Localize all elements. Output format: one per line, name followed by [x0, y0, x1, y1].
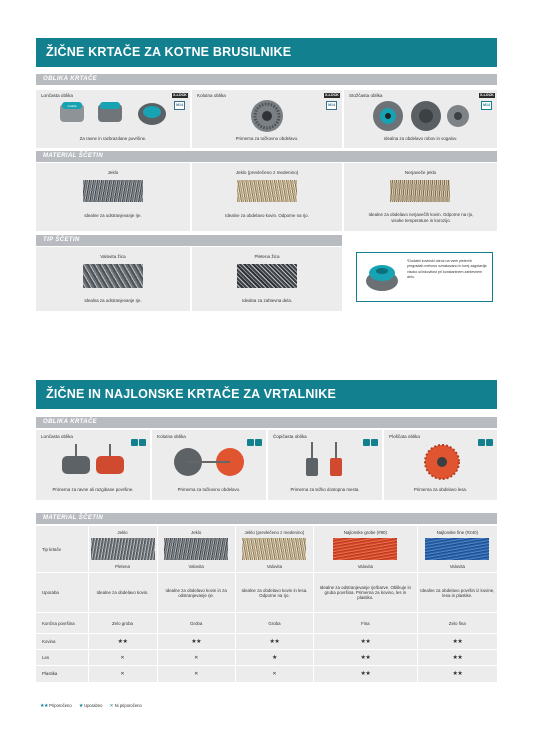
material-caption: Idealne za obdelavo nerjavečih kovin. Odporne na rjo, visoke temperature in korozijo.: [368, 212, 474, 223]
table-cell: Groba: [235, 613, 313, 634]
drill-disc-brushes: [170, 444, 250, 480]
table-cell: Groba: [157, 613, 235, 634]
drill-shape-disc: [152, 430, 266, 500]
shape-name: Kolutna oblika: [197, 93, 226, 98]
rating-stars: ★★: [313, 666, 417, 682]
end-brush-icon: [306, 442, 318, 476]
table-cell: Idealne za obdelavo površin iz kovine, lesa in plastike.: [417, 573, 497, 613]
note-text: *Dodatni kovinski obroč na vseh pletenih pregradah mehovo oznakovano in torej zagotavlja visoko učinkovitost pri konstantnem zahtevnem delu.: [407, 259, 487, 280]
material-caption: Idealne za obdelavo kovin. Odporne na rjo.: [225, 213, 309, 218]
type-panel-twisted: [192, 247, 342, 311]
rating-cross: ✕: [157, 650, 235, 666]
drill-shape-flat: [384, 430, 497, 500]
steel-twisted-sample: [91, 538, 155, 560]
shape-caption: Primerna za obdelavo lesa.: [413, 487, 468, 492]
shape-caption: Idealna za obdelavo robov in vogalov.: [383, 136, 458, 141]
table-cell: Idealne za obdelavo kovin in lesa. Odporne na rjo.: [235, 573, 313, 613]
table-cell: [235, 526, 313, 573]
material-caption: Idealne za odstranjevanje rje.: [84, 213, 142, 218]
table-row-finish: [36, 613, 497, 634]
brush-type: Pletena: [115, 563, 130, 569]
shape-caption: Za ravne in razbrazdane površine.: [79, 136, 147, 141]
legend-text: Uporabno: [84, 703, 103, 708]
steel-wavy-sample: [164, 538, 228, 560]
material-panel-inox: [344, 163, 497, 231]
rating-stars: ★★: [417, 650, 497, 666]
shank-icons: [131, 433, 147, 440]
row-label: Uporaba: [36, 573, 88, 613]
table-row-type: [36, 526, 497, 573]
rating-stars: ★★: [313, 650, 417, 666]
disc-brush-icon: [174, 448, 210, 476]
inox-bristle-sample: [390, 180, 450, 202]
rating-cross: ✕: [88, 650, 157, 666]
rating-stars: ★★: [417, 666, 497, 682]
column-header: Najlonske fine (#240): [436, 529, 479, 535]
brush-type: Valovita: [266, 563, 283, 569]
type-header: TIP ŠČETIN: [36, 235, 342, 246]
brass-bristle-sample: [237, 180, 297, 202]
legend-text: Ni priporočeno: [114, 703, 142, 708]
disc-brush-icon: [247, 99, 287, 133]
row-label: Plastika: [36, 666, 88, 682]
m14-badge: M14: [481, 101, 492, 110]
material-header-2: MATERIAL ŠČETIN: [36, 513, 497, 524]
xlock-logo: X-LOCK: [173, 93, 187, 97]
m14-badge: M14: [326, 101, 337, 110]
cone-brush-images: [370, 99, 470, 133]
cup-brush-images: [56, 100, 168, 128]
table-cell: Fina: [313, 613, 417, 634]
type-panel-wavy: [36, 247, 190, 311]
steel-bristle-sample: [83, 180, 143, 202]
cone-brush-icon: [447, 105, 469, 127]
wavy-wire-sample: [83, 264, 143, 288]
rating-stars: ★★: [235, 634, 313, 650]
shape-name: Ploščata oblika: [389, 434, 420, 439]
type-name: Pletena žica: [254, 254, 280, 259]
row-label: Kovina: [36, 634, 88, 650]
legend-symbol: ✕: [109, 703, 114, 708]
shape-name: Lončasta oblika: [41, 93, 73, 98]
type-caption: Idealna za odstranjevanje rje.: [84, 298, 142, 303]
rating-stars: ★★: [157, 634, 235, 650]
row-label: Les: [36, 650, 88, 666]
table-cell: Idealne za odstranjevanje rje/barve. Oblikuje in gruba površina. Primerna za kovino, les in plastiko.: [313, 573, 417, 613]
rating-stars: ★★: [417, 634, 497, 650]
rating-stars: ★★: [313, 634, 417, 650]
shape-caption: Primerna za točkovno obdelavo.: [235, 136, 299, 141]
shape-panel-cup: [36, 90, 190, 148]
shank-icons: [247, 433, 263, 440]
rating-stars: ★: [235, 650, 313, 666]
material-name: Jeklo: [107, 170, 119, 175]
brass-wavy-sample: [242, 538, 306, 560]
legend-symbol: ★★: [40, 703, 48, 709]
material-header: MATERIAL ŠČETIN: [36, 151, 497, 162]
shape-panel-cone: [344, 90, 497, 148]
drill-end-brushes: [300, 442, 350, 482]
table-cell: [313, 526, 417, 573]
column-header: Jeklo: [117, 529, 128, 535]
table-row-wood: [36, 650, 497, 666]
drill-cup-brushes: [58, 444, 130, 480]
ring-brush-icon: [363, 259, 401, 295]
legend: [40, 703, 142, 709]
shape-caption: Primerna za točkovno obdelavo.: [177, 487, 241, 492]
rating-cross: ✕: [88, 666, 157, 682]
table-row-metal: [36, 634, 497, 650]
table-row-plastic: [36, 666, 497, 682]
shape-name: Stožčasta oblika: [349, 93, 383, 98]
table-cell: Zelo fina: [417, 613, 497, 634]
cup-brush-icon: [98, 102, 122, 122]
svg-text:makita: makita: [67, 104, 77, 108]
column-header: Jeklo (prevlečeno z medenino): [244, 529, 305, 535]
material-panel-steel: [36, 163, 190, 231]
material-name: Jeklo (prevlečeno z medenino): [235, 170, 299, 175]
cone-brush-icon: [411, 101, 441, 131]
section2-title: ŽIČNE IN NAJLONSKE KRTAČE ZA VRTALNIKE: [36, 380, 497, 409]
section1-title: ŽIČNE KRTAČE ZA KOTNE BRUSILNIKE: [36, 38, 497, 67]
note-box: [356, 252, 493, 302]
material-name: Nerjaveče jeklo: [404, 170, 437, 175]
drill-shape-cup: [36, 430, 150, 500]
material-panel-brass: [192, 163, 342, 231]
nylon-fine-sample: [425, 538, 489, 560]
cup-brush-icon: [96, 444, 124, 474]
brush-type: Valovita: [449, 563, 465, 569]
cup-brush-icon: [138, 103, 166, 125]
brush-type: Valovita: [188, 563, 204, 569]
m14-badge: M14: [174, 101, 185, 110]
drill-shape-end: [268, 430, 382, 500]
nylon-coarse-sample: [333, 538, 397, 560]
shape-panel-disc: [192, 90, 342, 148]
twisted-wire-sample: [237, 264, 297, 288]
shape-name: Lončasta oblika: [41, 434, 73, 439]
shape-name: Kolutna oblika: [157, 434, 186, 439]
shape-header-2: OBLIKA KRTAČE: [36, 417, 497, 428]
legend-symbol: ★: [78, 703, 83, 709]
xlock-logo: X-LOCK: [480, 93, 494, 97]
xlock-logo: X-LOCK: [325, 93, 339, 97]
shape-name: Čopičasta oblika: [273, 434, 307, 439]
cup-brush-icon: [62, 444, 90, 474]
shape-header: OBLIKA KRTAČE: [36, 74, 497, 85]
legend-text: Priporočeno: [49, 703, 72, 708]
column-header: Jeklo: [191, 529, 202, 535]
cup-brush-icon: [60, 102, 84, 122]
shape-caption: Primerna za težko dostopna mesta.: [290, 487, 360, 492]
shank-icons: [478, 433, 494, 440]
table-row-use: [36, 573, 497, 613]
rating-cross: ✕: [157, 666, 235, 682]
brush-type: Valovita: [357, 563, 373, 569]
flat-brush-icon: [412, 442, 472, 482]
end-brush-icon: [330, 442, 342, 476]
table-cell: [417, 526, 497, 573]
row-label: Končna površina: [36, 613, 88, 634]
cone-brush-icon: [373, 101, 403, 131]
row-label: Tip krtače: [36, 526, 88, 573]
table-cell: [88, 526, 157, 573]
table-cell: Idealne za obdelavo kovin.: [88, 573, 157, 613]
table-cell: Idealne za obdelavo kovin in za odstranjevanje rje.: [157, 573, 235, 613]
table-cell: Zelo groba: [88, 613, 157, 634]
column-header: Najlonske grobe (#80): [343, 529, 387, 535]
shank-icons: [363, 433, 379, 440]
rating-stars: ★★: [88, 634, 157, 650]
disc-brush-icon: [208, 448, 244, 476]
type-caption: Idealna za zahtevna dela.: [241, 298, 293, 303]
table-cell: [157, 526, 235, 573]
rating-cross: ✕: [235, 666, 313, 682]
type-name: Valovita žica: [100, 254, 126, 259]
shape-caption: Primerna za ravne ali razgibane površine.: [52, 487, 134, 492]
material-comparison-table: [36, 525, 497, 682]
